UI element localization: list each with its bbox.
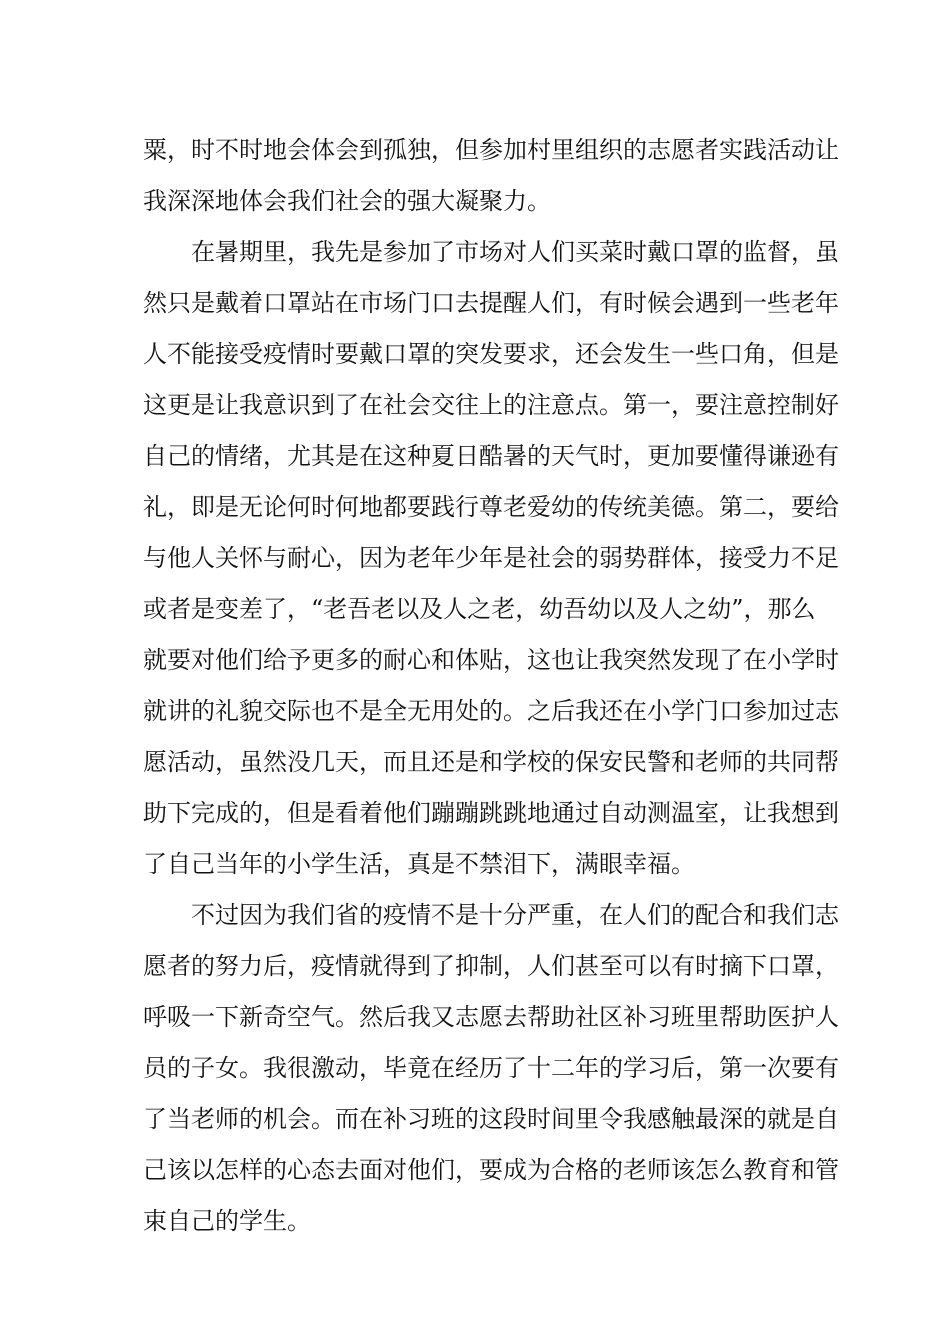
text-line: 己该以怎样的心态去面对他们，要成为合格的老师该怎么教育和管 (143, 1156, 839, 1184)
text-line: 在暑期里，我先是参加了市场对人们买菜时戴口罩的监督，虽 (191, 238, 839, 266)
text-line: 愿活动，虽然没几天，而且还是和学校的保安民警和老师的共同帮 (143, 748, 839, 776)
text-line: 然只是戴着口罩站在市场门口去提醒人们，有时候会遇到一些老年 (143, 289, 839, 317)
text-line: 愿者的努力后，疫情就得到了抑制，人们甚至可以有时摘下口罩， (143, 952, 839, 980)
text-line: 呼吸一下新奇空气。然后我又志愿去帮助社区补习班里帮助医护人 (143, 1003, 839, 1031)
text-line: 我深深地体会我们社会的强大凝聚力。 (143, 187, 551, 215)
text-line: 自己的情绪，尤其是在这种夏日酷暑的天气时，更加要懂得谦逊有 (143, 442, 839, 470)
text-line: 员的子女。我很激动，毕竟在经历了十二年的学习后，第一次要有 (143, 1054, 839, 1082)
text-line: 粟，时不时地会体会到孤独，但参加村里组织的志愿者实践活动让 (143, 136, 839, 164)
text-line: 束自己的学生。 (143, 1207, 311, 1235)
text-line: 人不能接受疫情时要戴口罩的突发要求，还会发生一些口角，但是 (143, 340, 839, 368)
text-line: 助下完成的，但是看着他们蹦蹦跳跳地通过自动测温室，让我想到 (143, 799, 839, 827)
text-line: 或者是变差了，“老吾老以及人之老，幼吾幼以及人之幼”，那么 (143, 595, 816, 623)
text-line: 了当老师的机会。而在补习班的这段时间里令我感触最深的就是自 (143, 1105, 839, 1133)
text-line: 就讲的礼貌交际也不是全无用处的。之后我还在小学门口参加过志 (143, 697, 839, 725)
text-line: 不过因为我们省的疫情不是十分严重，在人们的配合和我们志 (191, 901, 839, 929)
text-line: 就要对他们给予更多的耐心和体贴，这也让我突然发现了在小学时 (143, 646, 839, 674)
text-line: 与他人关怀与耐心，因为老年少年是社会的弱势群体，接受力不足 (143, 544, 839, 572)
text-line: 这更是让我意识到了在社会交往上的注意点。第一，要注意控制好 (143, 391, 839, 419)
text-line: 礼，即是无论何时何地都要践行尊老爱幼的传统美德。第二，要给 (143, 493, 839, 521)
text-line: 了自己当年的小学生活，真是不禁泪下，满眼幸福。 (143, 850, 695, 878)
